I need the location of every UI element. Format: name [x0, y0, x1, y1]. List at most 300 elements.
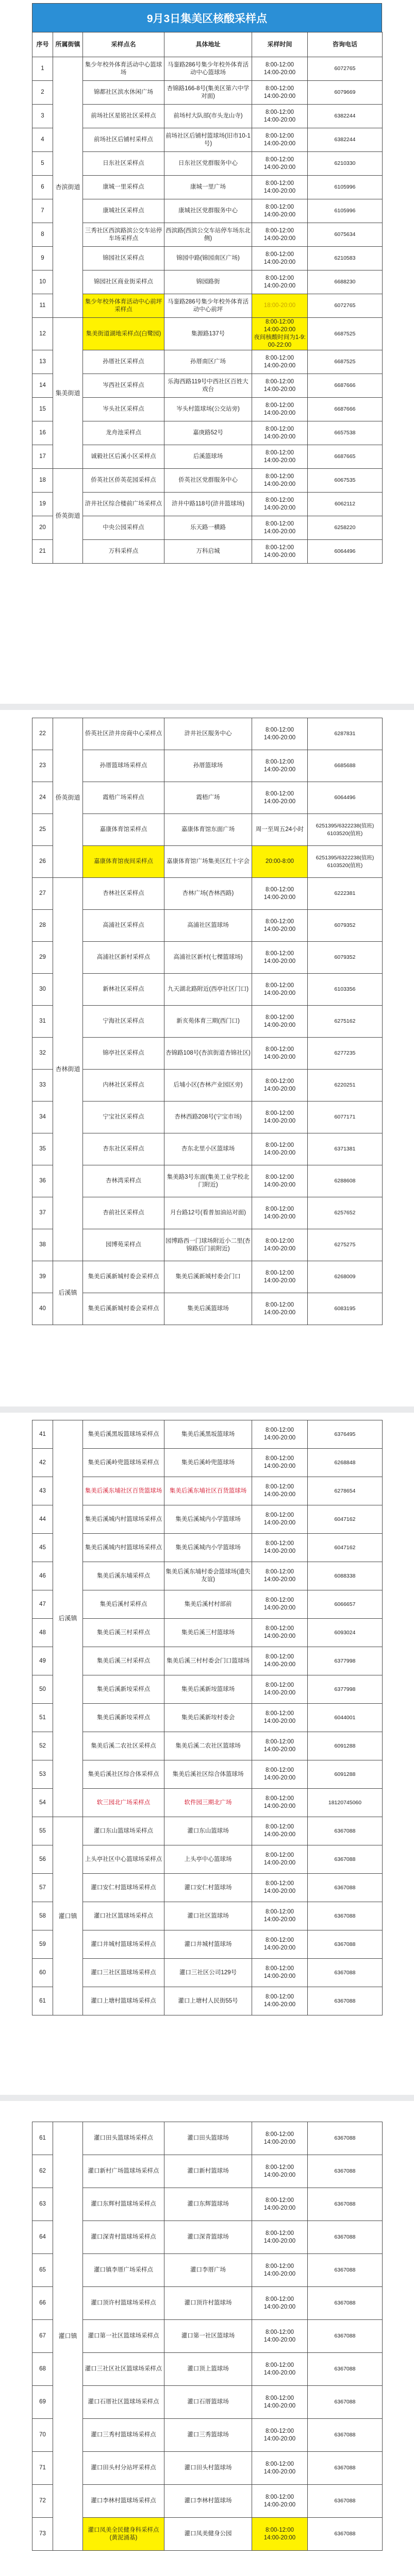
- site-name-cell: 灌口井城村篮球场采样点: [83, 1930, 164, 1959]
- table-row: [32, 718, 383, 750]
- site-name-cell: 杏林社区采样点: [83, 878, 164, 910]
- row-number-cell: 49: [32, 1647, 53, 1675]
- table-row: [32, 2287, 383, 2320]
- site-name-cell: 集美后溪城内村篮球场采样点: [83, 1505, 164, 1534]
- street-cell: 集美街道: [53, 318, 83, 469]
- row-number-cell: 67: [32, 2320, 53, 2353]
- row-number-cell: 25: [32, 814, 53, 846]
- sampling-time-cell: 8:00-12:00 14:00-20:00: [252, 910, 308, 942]
- phone-cell: 6367088: [308, 2188, 383, 2221]
- phone-cell: 6288608: [308, 1165, 383, 1197]
- table-row: [32, 2452, 383, 2485]
- row-number-cell: 22: [32, 718, 53, 750]
- address-cell: 孙厝篮球场: [164, 750, 252, 782]
- phone-cell: 6088338: [308, 1562, 383, 1590]
- sampling-time-cell: 8:00-12:00 14:00-20:00: [252, 942, 308, 974]
- site-name-cell: 灌口凤美全民健身科采样点(黄泥涌基): [83, 2518, 164, 2551]
- site-name-cell: 灌口李林村篮球场采样点: [83, 2485, 164, 2518]
- row-number-cell: 65: [32, 2254, 53, 2287]
- table-row: [32, 2419, 383, 2452]
- phone-cell: 6367088: [308, 1902, 383, 1930]
- table-row: [32, 1732, 383, 1760]
- phone-cell: 6275162: [308, 1006, 383, 1038]
- phone-cell: 6367088: [308, 2419, 383, 2452]
- address-cell: 集美后溪东埔村委会篮球场(遗失友谊): [164, 1562, 252, 1590]
- address-cell: 九天湖北路附近(西亭社区门口): [164, 974, 252, 1006]
- phone-cell: 6079352: [308, 942, 383, 974]
- table-row: [32, 1590, 383, 1619]
- phone-cell: 6367088: [308, 1874, 383, 1902]
- sampling-time-cell: 8:00-12:00 14:00-20:00: [252, 398, 308, 421]
- site-name-cell: 集美后溪社区综合体采样点: [83, 1760, 164, 1789]
- sampling-time-cell: 8:00-12:00 14:00-20:00: [252, 1165, 308, 1197]
- address-cell: 霞梧广场: [164, 782, 252, 814]
- row-number-cell: 52: [32, 1732, 53, 1760]
- address-cell: 集美后溪三村村委会门口篮球场: [164, 1647, 252, 1675]
- sampling-time-cell: 8:00-12:00 14:00-20:00: [252, 2254, 308, 2287]
- sampling-time-cell: 8:00-12:00 14:00-20:00: [252, 2386, 308, 2419]
- address-cell: 灌口三社区公司129号: [164, 1959, 252, 1987]
- table-row: [32, 1987, 383, 2015]
- row-number-cell: 31: [32, 1006, 53, 1038]
- table-row: [32, 1817, 383, 1845]
- phone-cell: 6688230: [308, 270, 383, 294]
- address-cell: 岑头村篮球场(公交站旁): [164, 398, 252, 421]
- sampling-time-cell: 8:00-12:00 14:00-20:00: [252, 2122, 308, 2155]
- address-cell: 后埔小区(杏林产业园区旁): [164, 1070, 252, 1101]
- sampling-time-cell: 8:00-12:00 14:00-20:00: [252, 469, 308, 493]
- phone-cell: 6072765: [308, 294, 383, 318]
- sampling-time-cell: 8:00-12:00 14:00-20:00: [252, 1133, 308, 1165]
- sampling-time-cell: 8:00-12:00 14:00-20:00: [252, 1505, 308, 1534]
- table-row: [32, 1704, 383, 1732]
- row-number-cell: 36: [32, 1165, 53, 1197]
- address-cell: 灌口石厝篮球场: [164, 2386, 252, 2419]
- table-row: [32, 1261, 383, 1293]
- sampling-time-cell: 8:00-12:00 14:00-20:00: [252, 1590, 308, 1619]
- site-name-cell: 杏林湾采样点: [83, 1165, 164, 1197]
- site-name-cell: 高浦社区采样点: [83, 910, 164, 942]
- sampling-time-cell: 8:00-12:00 14:00-20:00: [252, 1006, 308, 1038]
- row-number-cell: 4: [32, 128, 53, 152]
- sampling-time-cell: 8:00-12:00 14:00-20:00: [252, 421, 308, 445]
- address-cell: 嘉康体育馆东面广场: [164, 814, 252, 846]
- address-cell: 杏林广场(杏林西路): [164, 878, 252, 910]
- address-cell: 集美后溪三村篮球场: [164, 1619, 252, 1647]
- table-row: [32, 81, 383, 105]
- row-number-cell: 48: [32, 1619, 53, 1647]
- row-number-cell: 54: [32, 1789, 53, 1817]
- address-cell: 灌口李林村篮球场: [164, 2485, 252, 2518]
- site-name-cell: 灌口深青村篮球场采样点: [83, 2221, 164, 2254]
- address-cell: 集美后溪新垵村委会: [164, 1704, 252, 1732]
- sampling-time-cell: 8:00-12:00 14:00-20:00: [252, 152, 308, 176]
- row-number-cell: 41: [32, 1420, 53, 1449]
- row-number-cell: 3: [32, 105, 53, 128]
- table-row: [32, 1229, 383, 1261]
- sampling-time-cell: 8:00-12:00 14:00-20:00: [252, 1902, 308, 1930]
- phone-cell: 6367088: [308, 2452, 383, 2485]
- sampling-time-cell: 18:00-20:00: [252, 294, 308, 318]
- address-cell: 嘉康体育馆广场集美区红十字会: [164, 846, 252, 878]
- phone-cell: 6044001: [308, 1704, 383, 1732]
- sampling-time-cell: 8:00-12:00 14:00-20:00: [252, 1845, 308, 1874]
- sampling-table-3: [32, 1420, 383, 2015]
- row-number-cell: 64: [32, 2221, 53, 2254]
- site-name-cell: 岑头社区采样点: [83, 398, 164, 421]
- row-number-cell: 7: [32, 199, 53, 223]
- sampling-time-cell: 8:00-12:00 14:00-20:00: [252, 1070, 308, 1101]
- table-row: [32, 750, 383, 782]
- sampling-time-cell: 8:00-12:00 14:00-20:00: [252, 105, 308, 128]
- site-name-cell: 集少年校外体育活动中心篮球场: [83, 57, 164, 81]
- phone-cell: 6222381: [308, 878, 383, 910]
- row-number-cell: 59: [32, 1930, 53, 1959]
- table-row: [32, 1070, 383, 1101]
- row-number-cell: 50: [32, 1675, 53, 1704]
- sheet-page-1: [32, 3, 382, 564]
- row-number-cell: 73: [32, 2518, 53, 2551]
- table-row: [32, 1420, 383, 1449]
- table-row: [32, 2155, 383, 2188]
- address-cell: 杏东北里小区篮球场: [164, 1133, 252, 1165]
- row-number-cell: 55: [32, 1817, 53, 1845]
- table-row: [32, 318, 383, 350]
- address-cell: 康城社区党群服务中心: [164, 199, 252, 223]
- phone-cell: 6367088: [308, 2122, 383, 2155]
- sheet-page-2: [32, 718, 382, 1325]
- table-row: [32, 974, 383, 1006]
- sampling-table-1: [32, 32, 383, 564]
- table-row: [32, 199, 383, 223]
- sampling-time-cell: 8:00-12:00 14:00-20:00: [252, 374, 308, 398]
- site-name-cell: 集美后溪三村采样点: [83, 1619, 164, 1647]
- sampling-time-cell: 8:00-12:00 14:00-20:00: [252, 1229, 308, 1261]
- address-cell: 月台路12号(看普加油站对面): [164, 1197, 252, 1229]
- sampling-time-cell: 8:00-12:00 14:00-20:00: [252, 1562, 308, 1590]
- sampling-time-cell: 8:00-12:00 14:00-20:00: [252, 81, 308, 105]
- table-row: [32, 445, 383, 469]
- address-cell: 万科启城: [164, 540, 252, 564]
- row-number-cell: 11: [32, 294, 53, 318]
- phone-cell: 6367088: [308, 1817, 383, 1845]
- phone-cell: 6687665: [308, 445, 383, 469]
- address-cell: 孙厝南区广场: [164, 350, 252, 374]
- address-cell: 日东社区党群服务中心: [164, 152, 252, 176]
- address-cell: 灌口上塘村人民街55号: [164, 1987, 252, 2015]
- address-cell: 侨英社区党群服务中心: [164, 469, 252, 493]
- sampling-time-cell: 8:00-12:00 14:00-20:00: [252, 1817, 308, 1845]
- site-name-cell: 锦都社区滨水休闲广场: [83, 81, 164, 105]
- address-cell: 集美后溪二农社区篮球场: [164, 1732, 252, 1760]
- sampling-time-cell: 8:00-12:00 14:00-20:00: [252, 445, 308, 469]
- sampling-time-cell: 8:00-12:00 14:00-20:00: [252, 1987, 308, 2015]
- sampling-time-cell: 8:00-12:00 14:00-20:00: [252, 1959, 308, 1987]
- row-number-cell: 21: [32, 540, 53, 564]
- document-title: 9月3日集美区核酸采样点: [32, 3, 382, 32]
- address-cell: 高浦社区新村(七棵篮球场): [164, 942, 252, 974]
- site-name-cell: 灌口新村广场篮球场采样点: [83, 2155, 164, 2188]
- table-row: [32, 1534, 383, 1562]
- site-name-cell: 孙厝社区采样点: [83, 350, 164, 374]
- phone-cell: 6371381: [308, 1133, 383, 1165]
- phone-cell: 6367088: [308, 2485, 383, 2518]
- phone-cell: 6367088: [308, 1959, 383, 1987]
- phone-cell: 6064496: [308, 782, 383, 814]
- table-row: [32, 223, 383, 247]
- sampling-time-cell: 8:00-12:00 14:00-20:00: [252, 516, 308, 540]
- row-number-cell: 43: [32, 1477, 53, 1505]
- address-cell: 乐天路一横路: [164, 516, 252, 540]
- row-number-cell: 45: [32, 1534, 53, 1562]
- row-number-cell: 32: [32, 1038, 53, 1070]
- phone-cell: 6268009: [308, 1261, 383, 1293]
- sampling-time-cell: 8:00-12:00 14:00-20:00: [252, 750, 308, 782]
- column-header: 采样时间: [252, 32, 308, 57]
- phone-cell: 6685688: [308, 750, 383, 782]
- sampling-time-cell: 8:00-12:00 14:00-20:00: [252, 199, 308, 223]
- row-number-cell: 68: [32, 2353, 53, 2386]
- sampling-time-cell: 8:00-12:00 14:00-20:00: [252, 974, 308, 1006]
- address-cell: 灌口三秀篮球场: [164, 2419, 252, 2452]
- phone-cell: 6047162: [308, 1505, 383, 1534]
- table-row: [32, 1959, 383, 1987]
- sampling-time-cell: 8:00-12:00 14:00-20:00: [252, 1874, 308, 1902]
- row-number-cell: 13: [32, 350, 53, 374]
- sampling-time-cell: 8:00-12:00 14:00-20:00: [252, 247, 308, 270]
- table-row: [32, 1038, 383, 1070]
- sampling-time-cell: 8:00-12:00 14:00-20:00: [252, 2320, 308, 2353]
- phone-cell: 6687525: [308, 318, 383, 350]
- sampling-time-cell: 8:00-12:00 14:00-20:00 夜间核酸时间为1-9:00-22:00: [252, 318, 308, 350]
- row-number-cell: 60: [32, 1959, 53, 1987]
- table-row: [32, 1477, 383, 1505]
- sampling-time-cell: 8:00-12:00 14:00-20:00: [252, 270, 308, 294]
- sampling-time-cell: 8:00-12:00 14:00-20:00: [252, 2419, 308, 2452]
- street-cell: 侨英街道: [53, 718, 83, 878]
- site-name-cell: 灌口东辉村篮球场采样点: [83, 2188, 164, 2221]
- address-cell: 集美后溪东埔社区百货篮球场: [164, 1477, 252, 1505]
- phone-cell: 6105996: [308, 176, 383, 199]
- sampling-time-cell: 8:00-12:00 14:00-20:00: [252, 2155, 308, 2188]
- address-cell: 灌口顶许村篮球场: [164, 2287, 252, 2320]
- address-cell: 灌口社区篮球场: [164, 1902, 252, 1930]
- site-name-cell: 集美后溪东埔采样点: [83, 1562, 164, 1590]
- phone-cell: 6066657: [308, 1590, 383, 1619]
- table-row: [32, 247, 383, 270]
- site-name-cell: 康城一里采样点: [83, 176, 164, 199]
- street-cell: 后溪镇: [53, 1261, 83, 1325]
- site-name-cell: 日东社区采样点: [83, 152, 164, 176]
- row-number-cell: 35: [32, 1133, 53, 1165]
- street-cell: 杏滨街道: [53, 57, 83, 318]
- sampling-time-cell: 8:00-12:00 14:00-20:00: [252, 2518, 308, 2551]
- address-cell: 集美后溪村村部前: [164, 1590, 252, 1619]
- sampling-time-cell: 8:00-12:00 14:00-20:00: [252, 350, 308, 374]
- row-number-cell: 40: [32, 1293, 53, 1325]
- site-name-cell: 宁海社区采样点: [83, 1006, 164, 1038]
- phone-cell: 6079669: [308, 81, 383, 105]
- site-name-cell: 杏前社区采样点: [83, 1197, 164, 1229]
- table-row: [32, 1197, 383, 1229]
- table-row: [32, 294, 383, 318]
- site-name-cell: 灌口上塘村篮球场采样点: [83, 1987, 164, 2015]
- address-cell: 杏锦路166-8号(集美区第六中学对面): [164, 81, 252, 105]
- table-row: [32, 1874, 383, 1902]
- phone-cell: 6257652: [308, 1197, 383, 1229]
- table-row: [32, 1006, 383, 1038]
- table-row: [32, 1760, 383, 1789]
- table-row: [32, 942, 383, 974]
- address-cell: 浒井中路118号(浒井篮球场): [164, 493, 252, 516]
- address-cell: 杏林西路208号(宁宝市场): [164, 1101, 252, 1133]
- address-cell: 马銮路286号集少年校外体育活动中心前坪: [164, 294, 252, 318]
- address-cell: 园博路西一门球场附近小二里(杏锦路后门前附近): [164, 1229, 252, 1261]
- phone-cell: 18120745060: [308, 1789, 383, 1817]
- address-cell: 灌口深青篮球场: [164, 2221, 252, 2254]
- table-row: [32, 2122, 383, 2155]
- phone-cell: 6367088: [308, 1930, 383, 1959]
- table-row: [32, 2221, 383, 2254]
- address-cell: 灌口凤美健身公园: [164, 2518, 252, 2551]
- address-cell: 康城一里广场: [164, 176, 252, 199]
- row-number-cell: 1: [32, 57, 53, 81]
- sampling-time-cell: 8:00-12:00 14:00-20:00: [252, 176, 308, 199]
- table-row: [32, 1505, 383, 1534]
- row-number-cell: 51: [32, 1704, 53, 1732]
- address-cell: 马銮路286号集少年校外体育活动中心篮球场: [164, 57, 252, 81]
- site-name-cell: 上头亭社区中心篮球场采样点: [83, 1845, 164, 1874]
- row-number-cell: 38: [32, 1229, 53, 1261]
- table-row: [32, 2518, 383, 2551]
- sampling-time-cell: 8:00-12:00 14:00-20:00: [252, 2452, 308, 2485]
- table-row: [32, 846, 383, 878]
- row-number-cell: 5: [32, 152, 53, 176]
- sampling-table-4: [32, 2122, 383, 2551]
- row-number-cell: 71: [32, 2452, 53, 2485]
- site-name-cell: 内林社区采样点: [83, 1070, 164, 1101]
- phone-cell: 6367088: [308, 1987, 383, 2015]
- site-name-cell: 三秀社区西滨路滨公交车站停车场采样点: [83, 223, 164, 247]
- row-number-cell: 47: [32, 1590, 53, 1619]
- address-cell: 集美后溪新城村委会门口: [164, 1261, 252, 1293]
- row-number-cell: 53: [32, 1760, 53, 1789]
- table-row: [32, 57, 383, 81]
- phone-cell: 6268848: [308, 1449, 383, 1477]
- table-row: [32, 2485, 383, 2518]
- row-number-cell: 2: [32, 81, 53, 105]
- table-row: [32, 398, 383, 421]
- column-header: 咨询电话: [308, 32, 383, 57]
- table-row: [32, 878, 383, 910]
- address-cell: 集美后溪城内小学篮球场: [164, 1505, 252, 1534]
- phone-cell: 6220251: [308, 1070, 383, 1101]
- address-cell: 锦园路街: [164, 270, 252, 294]
- address-cell: 灌口第一社区篮球场: [164, 2320, 252, 2353]
- table-row: [32, 1647, 383, 1675]
- address-cell: 后溪篮球场: [164, 445, 252, 469]
- table-header-row: [32, 32, 383, 57]
- phone-cell: 6077171: [308, 1101, 383, 1133]
- sampling-time-cell: 8:00-12:00 14:00-20:00: [252, 223, 308, 247]
- phone-cell: 6382244: [308, 128, 383, 152]
- sampling-time-cell: 8:00-12:00 14:00-20:00: [252, 1293, 308, 1325]
- phone-cell: 6067535: [308, 469, 383, 493]
- address-cell: 锦园中路(锦园南区广场): [164, 247, 252, 270]
- site-name-cell: 侨英社区侨英花园采样点: [83, 469, 164, 493]
- table-row: [32, 270, 383, 294]
- row-number-cell: 70: [32, 2419, 53, 2452]
- site-name-cell: 集美后溪新垵采样点: [83, 1704, 164, 1732]
- phone-cell: 6083195: [308, 1293, 383, 1325]
- site-name-cell: 万科采样点: [83, 540, 164, 564]
- address-cell: 灌口顶上篮球场: [164, 2353, 252, 2386]
- street-cell: 杏林街道: [53, 878, 83, 1261]
- row-number-cell: 37: [32, 1197, 53, 1229]
- table-row: [32, 1165, 383, 1197]
- sampling-time-cell: 8:00-12:00 14:00-20:00: [252, 1704, 308, 1732]
- row-number-cell: 42: [32, 1449, 53, 1477]
- sampling-time-cell: 8:00-12:00 14:00-20:00: [252, 718, 308, 750]
- street-cell: 灌口镇: [53, 1817, 83, 2015]
- phone-cell: 6657538: [308, 421, 383, 445]
- phone-cell: 6075634: [308, 223, 383, 247]
- sampling-time-cell: 8:00-12:00 14:00-20:00: [252, 1930, 308, 1959]
- phone-cell: 6687666: [308, 374, 383, 398]
- column-header: 所属街镇: [53, 32, 83, 57]
- table-row: [32, 2320, 383, 2353]
- site-name-cell: 集美街道湖地采样点(白鹭园): [83, 318, 164, 350]
- row-number-cell: 8: [32, 223, 53, 247]
- phone-cell: 6072765: [308, 57, 383, 81]
- phone-cell: 6367088: [308, 1845, 383, 1874]
- sampling-time-cell: 8:00-12:00 14:00-20:00: [252, 128, 308, 152]
- address-cell: 集源路137号: [164, 318, 252, 350]
- table-row: [32, 350, 383, 374]
- table-row: [32, 1902, 383, 1930]
- table-row: [32, 176, 383, 199]
- row-number-cell: 27: [32, 878, 53, 910]
- site-name-cell: 龙舟池采样点: [83, 421, 164, 445]
- phone-cell: 6210330: [308, 152, 383, 176]
- site-name-cell: 软三园北广场采样点: [83, 1789, 164, 1817]
- page-separator: [0, 704, 414, 710]
- row-number-cell: 63: [32, 2188, 53, 2221]
- site-name-cell: 灌口三社区社区篮球场采样点: [83, 2353, 164, 2386]
- row-number-cell: 66: [32, 2287, 53, 2320]
- sampling-time-cell: 周一至周五24小时: [252, 814, 308, 846]
- address-cell: 灌口新村篮球场: [164, 2155, 252, 2188]
- sheet-page-4: [32, 2122, 382, 2551]
- sampling-time-cell: 8:00-12:00 14:00-20:00: [252, 2188, 308, 2221]
- row-number-cell: 23: [32, 750, 53, 782]
- site-name-cell: 集美后溪黑坂篮球场采样点: [83, 1420, 164, 1449]
- site-name-cell: 杏东社区采样点: [83, 1133, 164, 1165]
- table-row: [32, 469, 383, 493]
- table-row: [32, 2254, 383, 2287]
- phone-cell: 6376495: [308, 1420, 383, 1449]
- site-name-cell: 集少年校外体育活动中心前坪采样点: [83, 294, 164, 318]
- table-row: [32, 128, 383, 152]
- site-name-cell: 集美后溪二农社区采样点: [83, 1732, 164, 1760]
- address-cell: 浒井社区服务中心: [164, 718, 252, 750]
- site-name-cell: 诚毅社区后溪小区采样点: [83, 445, 164, 469]
- sampling-time-cell: 8:00-12:00 14:00-20:00: [252, 57, 308, 81]
- sampling-time-cell: 8:00-12:00 14:00-20:00: [252, 1619, 308, 1647]
- page-separator: [0, 2095, 414, 2101]
- sampling-time-cell: 8:00-12:00 14:00-20:00: [252, 2287, 308, 2320]
- row-number-cell: 17: [32, 445, 53, 469]
